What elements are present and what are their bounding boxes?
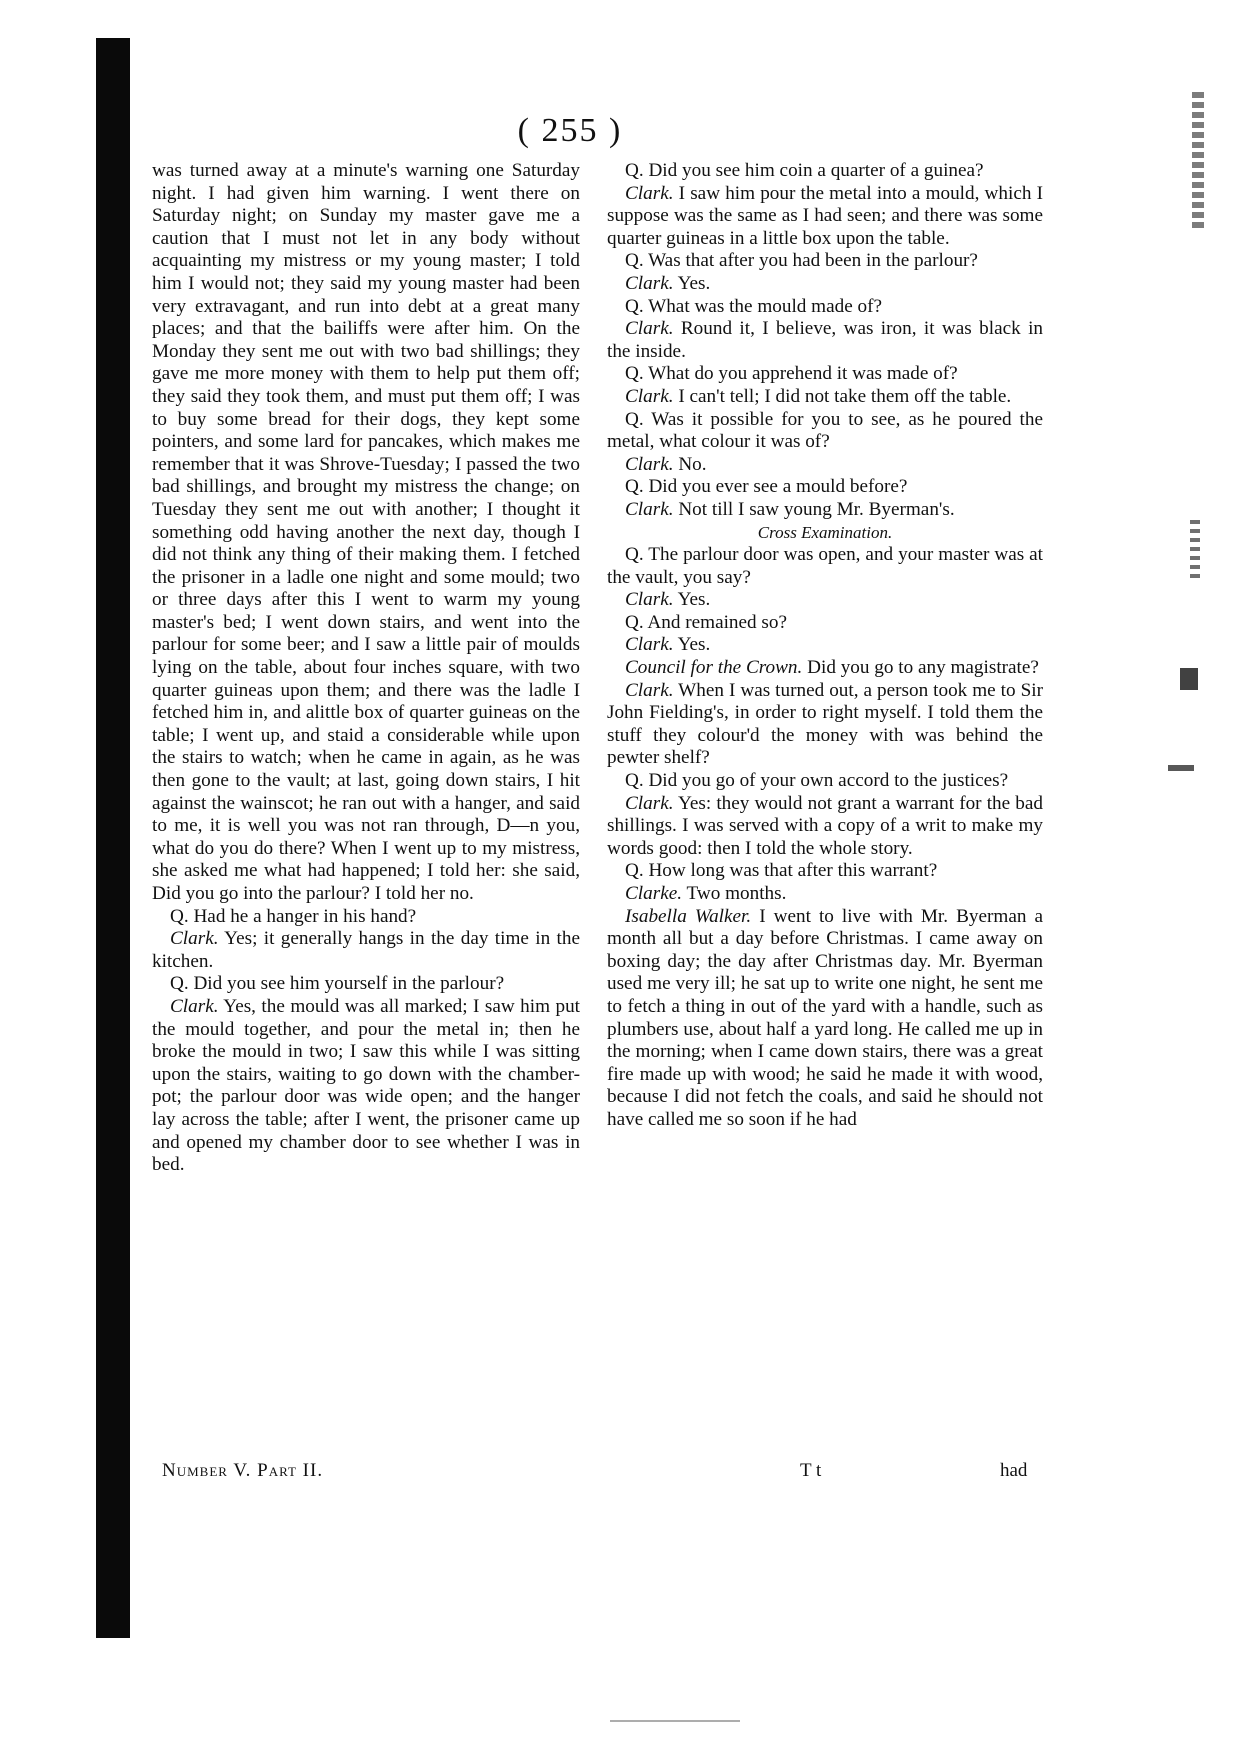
answer-paragraph — [607, 906, 1043, 1132]
question-paragraph: Q. What do you apprehend it was made of? — [625, 363, 958, 385]
question-paragraph: Q. Had he a hanger in his hand? — [170, 905, 417, 927]
scan-binding-shadow — [96, 38, 130, 1638]
answer-paragraph — [607, 499, 1043, 522]
scan-edge-artifact — [1192, 92, 1204, 232]
speaker-name: Clark. — [625, 792, 674, 814]
question-paragraph: Q. Did you ever see a mould before? — [625, 476, 908, 498]
speaker-name: Isabella Walker. — [625, 905, 752, 927]
speaker-name: Council for the Crown. — [625, 657, 803, 679]
speaker-name: Clark. — [625, 272, 674, 294]
answer-text: Yes, the mould was all marked; I saw him put the mould together, and pour the metal in; then he broke the mould in two; I saw this while I was sitting upon the stairs, waiting to go down with the chamber-pot; the parlour door was wide open; and the hanger lay across the table; after I went, the prisoner came up and opened my chamber door to see whether I was in bed. — [152, 995, 580, 1176]
answer-text: When I was turned out, a person took me to Sir John Fielding's, in order to right myself. I told them the stuff they colour'd the money with was behind the pewter shelf? — [607, 679, 1043, 769]
right-text-column — [607, 160, 1043, 1132]
answer-text: Did you go to any magistrate? — [802, 657, 1039, 679]
gathering-signature: T t — [800, 1460, 822, 1481]
answer-paragraph — [607, 273, 1043, 296]
question-paragraph: Q. Did you see him yourself in the parlour? — [170, 973, 505, 995]
speaker-name: Clark. — [625, 182, 674, 204]
answer-text: Yes; it generally hangs in the day time in the kitchen. — [152, 928, 580, 972]
question-paragraph: Q. Did you see him coin a quarter of a guinea? — [625, 160, 984, 181]
signature-mark: Number V. Part II. — [162, 1460, 324, 1481]
catchword: had — [1000, 1460, 1028, 1481]
left-text-column — [152, 160, 580, 1177]
question-paragraph: Q. Did you go of your own accord to the justices? — [625, 770, 1009, 792]
question-paragraph: Q. Was that after you had been in the parlour? — [625, 250, 978, 272]
answer-paragraph — [607, 793, 1043, 861]
question-paragraph: Q. And remained so? — [625, 611, 787, 633]
answer-text: I saw him pour the metal into a mould, which I suppose was the same as I had seen; and there was some quarter guineas in a little box upon the table. — [607, 182, 1043, 249]
answer-paragraph — [152, 996, 580, 1177]
answer-text: Yes. — [673, 589, 711, 611]
answer-paragraph — [607, 657, 1043, 680]
scan-edge-artifact — [1190, 520, 1200, 580]
speaker-name: Clark. — [625, 498, 674, 520]
answer-paragraph — [607, 318, 1043, 363]
answer-paragraph — [607, 883, 1043, 906]
question-paragraph: Q. What was the mould made of? — [625, 295, 883, 317]
answer-text: Yes: they would not grant a warrant for the bad shillings. I was served with a copy of a writ to make my words good: then I told the whole story. — [607, 792, 1043, 859]
speaker-name: Clarke. — [625, 883, 683, 904]
answer-text: I went to live with Mr. Byerman a month all but a day before Christmas. I came away on boxing day; the day after Christmas day. Mr. Byerman used me very ill; he sat up to write one night, he sent me to fetch a thing in out of the yard with a handle, such as plumbers use, about half a yard long. He called me up in the morning; when I came down stairs, there was a great fire made up with wood; he said he made it with wood, because I did not fetch the coals, and said he should not have called me so soon if he had — [607, 905, 1043, 1130]
scan-edge-artifact — [1168, 765, 1194, 771]
answer-paragraph — [607, 589, 1043, 612]
question-paragraph: Q. How long was that after this warrant? — [625, 860, 938, 882]
question-paragraph: Q. Was it possible for you to see, as he poured the metal, what colour it was of? — [607, 408, 1043, 453]
speaker-name: Clark. — [625, 453, 674, 475]
speaker-name: Clark. — [625, 318, 674, 340]
answer-text: Round it, I believe, was iron, it was black in the inside. — [607, 318, 1043, 362]
speaker-name: Clark. — [170, 995, 219, 1017]
scan-edge-artifact — [1180, 668, 1198, 690]
answer-paragraph — [607, 183, 1043, 251]
answer-text: I can't tell; I did not take them off the table. — [673, 385, 1012, 407]
answer-text: Two months. — [682, 883, 787, 904]
answer-paragraph — [152, 928, 580, 973]
page-number: ( 255 ) — [517, 112, 623, 149]
answer-text: No. — [673, 453, 707, 475]
answer-text: Yes. — [673, 272, 711, 294]
scan-smudge — [610, 1720, 740, 1722]
question-paragraph: Q. The parlour door was open, and your master was at the vault, you say? — [607, 544, 1043, 588]
answer-text: Not till I saw young Mr. Byerman's. — [673, 498, 955, 520]
body-paragraph: was turned away at a minute's warning one Saturday night. I had given him warning. I went there on Saturday night; on Sunday my master gave me a caution that I must not let in any body without acquainting my mistress or my young master; I told him I would not; they said my young master had been very extravagant, and run into debt at a great many places; and that the bailiffs were after him. On the Monday they sent me out with two bad shillings; they gave me more money with them to help put them off; they said they took them, and must put them off; I was to buy some bread for their dogs, they kept some pointers, and some lard for pancakes, which makes me remember that it was Shrove-Tuesday; I passed the two bad shillings, and brought my mistress the change; on Tuesday they sent me out with another; I thought it something odd having another the next day, though I did not think any thing of their making them. I fetched the prisoner in a ladle one night and some mould; two or three days after this I went to warm my young master's bed; I went down stairs, and went into the parlour for some beer; and I saw a little pair of moulds lying on the table, about four inches square, with two quarter guineas upon them; and there was the ladle I fetched him in, and alittle box of quarter guineas on the table; I went up, and staid a considerable while upon the stairs to watch; when he came in again, as he was then gone to the vault; at last, going down stairs, I hit against the wainscot; he ran out with a hanger, and said to me, it is well you was not ran through, D—n you, what do you do there? When I went up to my mistress, she asked me what had happened; I told her: she said, Did you go into the parlour? I told her no. — [152, 160, 580, 904]
answer-paragraph — [607, 680, 1043, 770]
speaker-name: Clark. — [170, 928, 219, 950]
answer-paragraph — [607, 386, 1043, 409]
speaker-name: Clark. — [625, 679, 674, 701]
speaker-name: Clark. — [625, 634, 674, 656]
speaker-name: Clark. — [625, 385, 674, 407]
section-heading: Cross Examination. — [757, 522, 893, 542]
answer-paragraph — [607, 454, 1043, 477]
answer-text: Yes. — [673, 634, 711, 656]
speaker-name: Clark. — [625, 589, 674, 611]
answer-paragraph — [607, 634, 1043, 657]
